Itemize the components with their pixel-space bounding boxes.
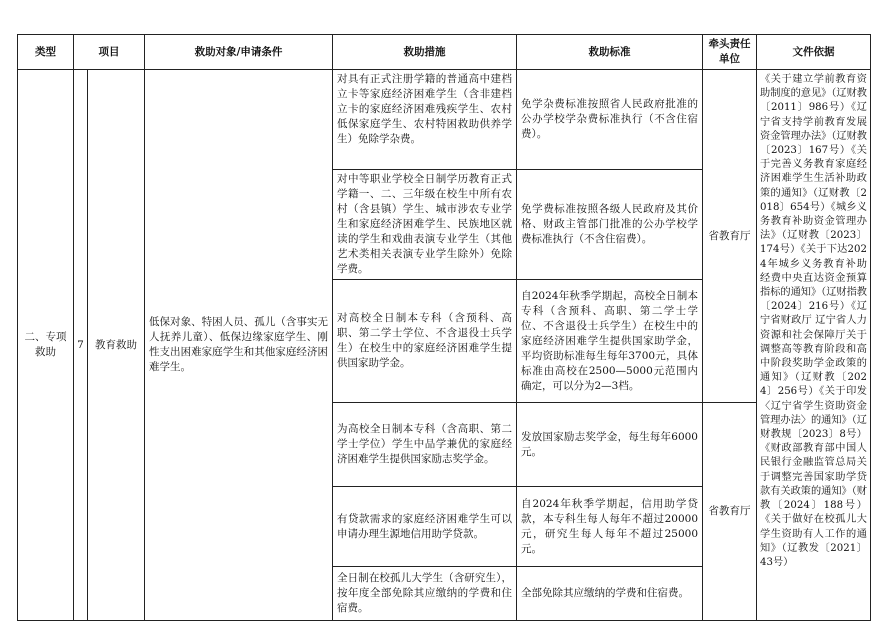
standard-cell: 免学费标准按照各级人民政府及其价格、财政主管部门批准的公办学校学费标准执行（不含住宿费）。 (517, 170, 703, 280)
header-type: 类型 (18, 35, 74, 70)
standard-cell: 发放国家励志奖学金，每生每年6000元。 (517, 403, 703, 487)
number-cell: 7 (74, 70, 88, 621)
table-row (18, 70, 871, 170)
standard-cell: 免学杂费标准按照省人民政府批准的公办学校学杂费标准执行（不含住宿费）。 (517, 70, 703, 170)
standard-cell: 自2024年秋季学期起，高校全日制本专科（含预科、高职、第二学士学位、不含退役士兵学生）在校生中的家庭经济困难学生提供国家助学金，平均资助标准每生每年3700元，具体标准由高校在2500—5000元范围内确定，可以分为2—3档。 (517, 280, 703, 403)
measure-cell: 全日制在校孤儿大学生（含研究生），按年度全部免除其应缴纳的学费和住宿费。 (333, 567, 517, 621)
education-aid-table (17, 34, 871, 621)
target-cell: 低保对象、特困人员、孤儿（含事实无人抚养儿童）、低保边缘家庭学生、刚性支出困难家庭学生和其他家庭经济困难学生。 (145, 70, 333, 621)
project-cell: 教育救助 (88, 70, 145, 621)
standard-cell: 自2024年秋季学期起，信用助学贷款，本专科生每人每年不超过20000元，研究生每人每年不超过25000元。 (517, 487, 703, 567)
measure-cell: 对具有正式注册学籍的普通高中建档立卡等家庭经济困难学生（含非建档立卡的家庭经济困难残疾学生、农村低保家庭学生、农村特困救助供养学生）免除学杂费。 (333, 70, 517, 170)
basis-cell: 《关于建立学前教育资助制度的意见》（辽财教〔2011〕986号）《辽宁省支持学前教育发展资金管理办法》（辽财教〔2023〕167号）《关于完善义务教育家庭经济困难学生生活补助政策的通知》（辽财教〔2018〕654号）《城乡义务教育补助资金管理办法》（辽财教〔2023〕174号）《关于下达2024年城乡义务教育补助经费中央直达资金预算指标的通知》（辽财指教〔2024〕216号）《辽宁省财政厅 辽宁省人力资源和社会保障厅关于调整高等教育阶段和高中阶段奖助学金政策的通知》（辽财教〔2024〕256号）《关于印发〈辽宁省学生资助资金管理办法〉的通知》（辽财教规〔2023〕8号）《财政部教育部中国人民银行金融监管总局关于调整完善国家助学贷款有关政策的通知》（财教〔2024〕188号）《关于做好在校孤儿大学生资助有人工作的通知》（辽教发〔2021〕43号） (757, 70, 871, 621)
standard-cell: 全部免除其应缴纳的学费和住宿费。 (517, 567, 703, 621)
measure-cell: 对高校全日制本专科（含预科、高职、第二学士学位、不含退役士兵学生）在校生中的家庭经济困难学生提供国家助学金。 (333, 280, 517, 403)
header-basis: 文件依据 (757, 35, 871, 70)
type-cell: 二、专项救助 (18, 70, 74, 621)
unit-cell: 省教育厅 (703, 70, 757, 403)
header-standard: 救助标准 (517, 35, 703, 70)
measure-cell: 对中等职业学校全日制学历教育正式学籍一、二、三年级在校生中所有农村（含县镇）学生、城市涉农专业学生和家庭经济困难学生、民族地区就读的学生和戏曲表演专业学生（其他艺术类相关表演专业学生除外）免除学费。 (333, 170, 517, 280)
header-measure: 救助措施 (333, 35, 517, 70)
header-target: 救助对象/申请条件 (145, 35, 333, 70)
measure-cell: 有贷款需求的家庭经济困难学生可以申请办理生源地信用助学贷款。 (333, 487, 517, 567)
header-project: 项目 (74, 35, 145, 70)
measure-cell: 为高校全日制本专科（含高职、第二学士学位）学生中品学兼优的家庭经济困难学生提供国家励志奖学金。 (333, 403, 517, 487)
unit-cell: 省教育厅 (703, 403, 757, 621)
header-unit: 牵头责任单位 (703, 35, 757, 70)
table-header-row (18, 35, 871, 70)
